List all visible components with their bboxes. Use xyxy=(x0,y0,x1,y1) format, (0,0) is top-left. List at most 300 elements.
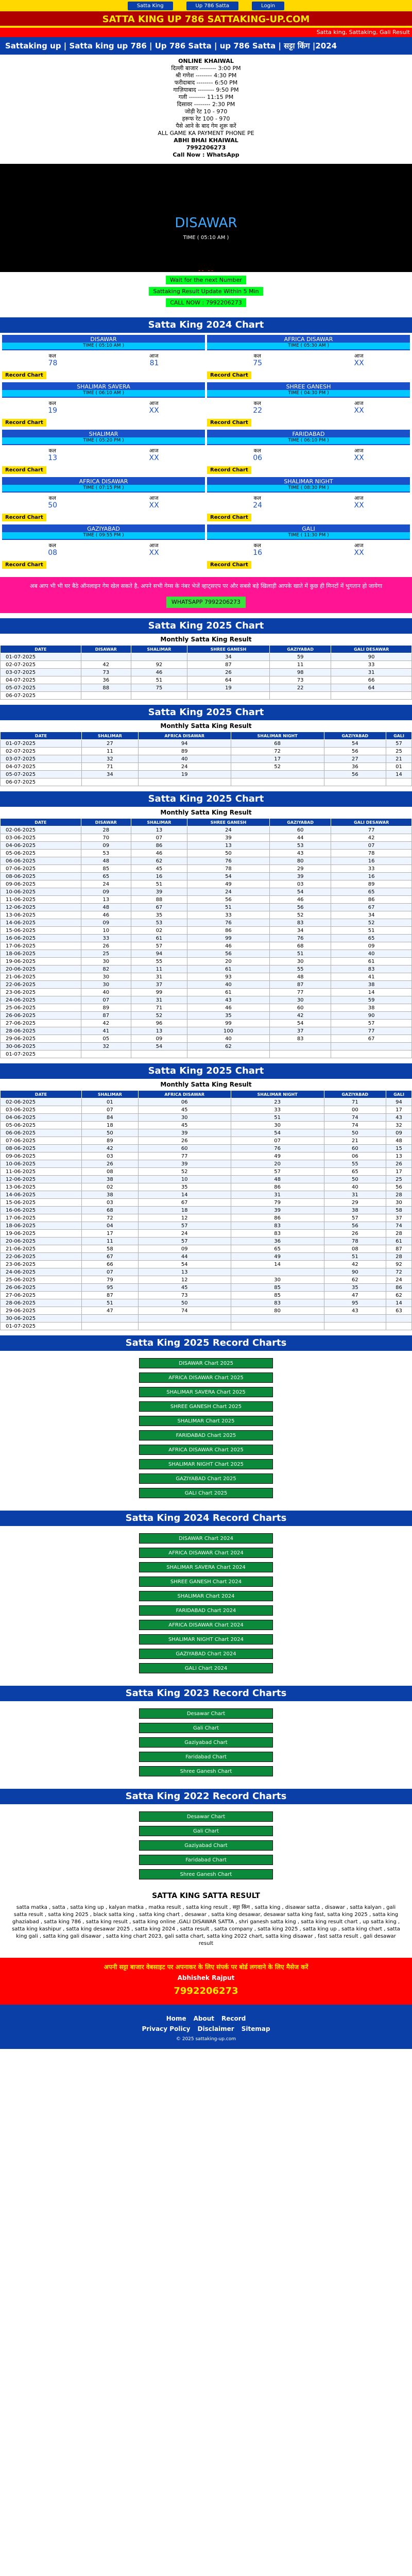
table-header-cell: GAZIYABAD xyxy=(324,732,386,740)
table-cell: 24 xyxy=(81,880,131,888)
record-chart-link[interactable]: GAZIYABAD Chart 2025 xyxy=(139,1473,273,1484)
table-cell: 30 xyxy=(386,1199,412,1207)
table-cell: 79 xyxy=(81,1276,138,1284)
game-name: GAZIYABAD xyxy=(87,526,120,532)
chart-2025-title: Satta King 2025 Chart xyxy=(0,1063,412,1079)
table-cell: 48 xyxy=(386,1137,412,1145)
table-cell: 05 xyxy=(81,1035,131,1043)
table-cell: 55 xyxy=(131,958,187,965)
table-row xyxy=(1,888,412,896)
table-row xyxy=(1,1153,412,1160)
table-cell: 64 xyxy=(331,684,412,692)
contact-line: श्री गणेश -------- 4:30 PM xyxy=(175,72,237,79)
game-header xyxy=(207,335,410,350)
table-cell: 54 xyxy=(138,1261,231,1268)
table-row xyxy=(1,981,412,989)
table-cell: 03 xyxy=(81,1199,138,1207)
table-cell: 34 xyxy=(331,911,412,919)
nav-up786[interactable]: Up 786 Satta xyxy=(186,2,239,10)
table-row xyxy=(1,684,412,692)
table-cell: 93 xyxy=(187,973,269,981)
table-cell: 18 xyxy=(81,1122,138,1129)
result-section xyxy=(0,1887,412,1953)
game-name: DISAWAR xyxy=(90,336,117,343)
record-chart-link[interactable]: GAZIYABAD Chart 2024 xyxy=(139,1649,273,1659)
record-chart-button[interactable]: Record Chart xyxy=(2,371,46,379)
record-chart-link[interactable]: SHALIMAR Chart 2025 xyxy=(139,1416,273,1426)
table-cell: 35 xyxy=(138,1183,231,1191)
table-cell: 63 xyxy=(386,1307,412,1315)
table-cell: 05-07-2025 xyxy=(1,771,82,778)
record-chart-link[interactable]: SHALIMAR SAVERA Chart 2024 xyxy=(139,1562,273,1572)
footer xyxy=(0,2005,412,2049)
game-header xyxy=(2,382,205,398)
record-chart-link[interactable]: GALI Chart 2024 xyxy=(139,1663,273,1673)
chart-2025-title: Satta King 2025 Chart xyxy=(0,705,412,720)
table-cell xyxy=(187,1050,269,1058)
game-day-labels xyxy=(2,540,205,549)
table-row xyxy=(1,1012,412,1020)
table-row xyxy=(1,973,412,981)
record-links-2023 xyxy=(0,1701,412,1784)
table-row xyxy=(1,865,412,873)
table-cell: 80 xyxy=(231,1307,324,1315)
table-cell: 72 xyxy=(81,1214,138,1222)
chart-block-1 xyxy=(0,618,412,700)
table-cell: 50 xyxy=(187,850,269,857)
table-cell: 11-06-2025 xyxy=(1,896,81,904)
table-row xyxy=(1,896,412,904)
copyright: © 2025 sattaking-up.com xyxy=(176,2037,236,2042)
table-header-cell: SHREE GANESH xyxy=(187,819,269,826)
footer-record[interactable]: Record xyxy=(221,2015,246,2022)
table-cell: 52 xyxy=(331,919,412,927)
table-row xyxy=(1,1253,412,1261)
record-chart-link[interactable]: DISAWAR Chart 2024 xyxy=(139,1533,273,1544)
table-cell: 06-06-2025 xyxy=(1,1129,82,1137)
table-cell: 32 xyxy=(81,755,138,763)
game-card xyxy=(206,477,411,524)
table-cell: 03-06-2025 xyxy=(1,1106,82,1114)
table-cell: 40 xyxy=(187,1035,269,1043)
table-cell: 57 xyxy=(131,942,187,950)
game-day-labels xyxy=(2,398,205,406)
table-cell: 17 xyxy=(231,755,324,763)
yesterday-label: कल xyxy=(253,496,261,501)
game-header xyxy=(2,335,205,350)
table-cell: 51 xyxy=(331,927,412,935)
table-cell: 21-06-2025 xyxy=(1,1245,82,1253)
table-cell: 33 xyxy=(331,661,412,669)
record-chart-button[interactable]: Record Chart xyxy=(207,561,251,569)
table-cell: 54 xyxy=(324,740,386,748)
table-cell xyxy=(138,1315,231,1323)
table-cell: 09-06-2025 xyxy=(1,880,81,888)
table-cell: 13 xyxy=(131,1027,187,1035)
table-cell: 39 xyxy=(187,834,269,842)
game-grid xyxy=(0,333,412,572)
table-cell: 06-06-2025 xyxy=(1,857,81,865)
table-cell: 34 xyxy=(187,653,269,661)
table-cell: 84 xyxy=(81,1114,138,1122)
yesterday-result: 06 xyxy=(253,454,263,462)
table-cell: 12-06-2025 xyxy=(1,904,81,911)
record-chart-link[interactable]: Desawar Chart xyxy=(139,1811,273,1822)
table-cell: 61 xyxy=(187,989,269,996)
contact-phone: 7992206273 xyxy=(186,144,226,151)
table-cell: 78 xyxy=(324,1238,386,1245)
game-name: GALI xyxy=(302,526,315,532)
record-chart-link[interactable]: DISAWAR Chart 2025 xyxy=(139,1358,273,1368)
table-cell: 02-06-2025 xyxy=(1,826,81,834)
table-row xyxy=(1,1315,412,1323)
table-cell: 74 xyxy=(386,1222,412,1230)
table-header-cell: SHALIMAR xyxy=(81,732,138,740)
table-row xyxy=(1,1098,412,1106)
table-row xyxy=(1,1129,412,1137)
table-cell: 21 xyxy=(324,1137,386,1145)
yesterday-label: कल xyxy=(253,543,261,549)
table-cell: 18-06-2025 xyxy=(1,1222,82,1230)
table-cell xyxy=(386,1323,412,1330)
table-cell: 90 xyxy=(324,1268,386,1276)
game-results xyxy=(207,454,410,464)
table-row xyxy=(1,873,412,880)
game-card xyxy=(1,524,206,572)
footer-home[interactable]: Home xyxy=(166,2015,186,2022)
table-cell: 30 xyxy=(270,996,331,1004)
table-cell: 51 xyxy=(131,880,187,888)
table-header-cell: SHALIMAR xyxy=(131,819,187,826)
owner-phone[interactable]: 7992206273 xyxy=(174,1986,238,1996)
table-cell: 17-06-2025 xyxy=(1,1214,82,1222)
table-cell: 07 xyxy=(331,842,412,850)
game-card xyxy=(206,335,411,382)
game-card xyxy=(1,335,206,382)
table-row xyxy=(1,1145,412,1153)
table-cell: 65 xyxy=(81,873,131,880)
game-time: TIME ( 04:30 PM ) xyxy=(207,390,410,397)
table-cell: 58 xyxy=(386,1207,412,1214)
table-cell: 25 xyxy=(81,950,131,958)
table-cell: 73 xyxy=(270,676,331,684)
table-cell: 09 xyxy=(81,919,131,927)
table-row xyxy=(1,1261,412,1268)
record-chart-button[interactable]: Record Chart xyxy=(2,561,46,569)
table-header-cell: GALI xyxy=(386,732,412,740)
table-header-cell: SHALIMAR xyxy=(81,1091,138,1098)
table-cell: 24-06-2025 xyxy=(1,1268,82,1276)
live-result-panel xyxy=(0,164,412,272)
record-chart-link[interactable]: Gaziyabad Chart xyxy=(139,1840,273,1851)
table-cell: 23-06-2025 xyxy=(1,1261,82,1268)
table-cell: 59 xyxy=(331,996,412,1004)
record-chart-button[interactable]: Record Chart xyxy=(207,514,251,521)
notes xyxy=(0,272,412,312)
call-note[interactable]: CALL NOW : 7992206273 xyxy=(166,298,246,307)
record-chart-link[interactable]: SHREE GANESH Chart 2024 xyxy=(139,1577,273,1587)
game-card xyxy=(1,430,206,477)
table-row xyxy=(1,942,412,950)
table-cell: 33 xyxy=(231,1106,324,1114)
table-cell: 42 xyxy=(331,834,412,842)
table-cell: 26 xyxy=(81,1160,138,1168)
table-row xyxy=(1,669,412,676)
live-result-dash: -- -- xyxy=(198,267,215,274)
footer-about[interactable]: About xyxy=(193,2015,215,2022)
record-chart-button[interactable]: Record Chart xyxy=(2,514,46,521)
game-name: SHREE GANESH xyxy=(286,383,331,390)
game-day-labels xyxy=(207,493,410,501)
table-row xyxy=(1,842,412,850)
table-cell: 04-07-2025 xyxy=(1,763,82,771)
record-chart-link[interactable]: Faridabad Chart xyxy=(139,1752,273,1762)
nav-login[interactable]: Login xyxy=(252,2,284,10)
table-cell: 16 xyxy=(131,873,187,880)
table-row xyxy=(1,1299,412,1307)
record-chart-button[interactable]: Record Chart xyxy=(2,466,46,474)
table-cell: 09 xyxy=(386,1129,412,1137)
record-chart-link[interactable]: Shree Ganesh Chart xyxy=(139,1766,273,1776)
footer-sitemap[interactable]: Sitemap xyxy=(241,2025,270,2032)
table-cell: 01-07-2025 xyxy=(1,653,81,661)
record-chart-button[interactable]: Record Chart xyxy=(207,371,251,379)
game-time: TIME ( 05:10 AM ) xyxy=(2,343,205,349)
footer-privacy[interactable]: Privacy Policy xyxy=(142,2025,191,2032)
table-cell: 57 xyxy=(331,1020,412,1027)
record-chart-link[interactable]: Faridabad Chart xyxy=(139,1855,273,1865)
table-cell: 01-07-2025 xyxy=(1,1050,81,1058)
table-cell: 67 xyxy=(131,904,187,911)
table-cell: 51 xyxy=(270,950,331,958)
table-row xyxy=(1,1137,412,1145)
table-cell: 10 xyxy=(138,1176,231,1183)
table-cell xyxy=(231,1315,324,1323)
table-cell: 09 xyxy=(81,842,131,850)
table-cell: 71 xyxy=(324,1098,386,1106)
today-label: आज xyxy=(354,543,364,549)
table-cell: 65 xyxy=(324,1168,386,1176)
table-cell: 71 xyxy=(81,763,138,771)
table-cell: 56 xyxy=(187,950,269,958)
table-cell: 45 xyxy=(138,1122,231,1129)
table-cell: 12 xyxy=(138,1214,231,1222)
table-cell: 54 xyxy=(187,873,269,880)
result-heading: SATTA KING SATTA RESULT xyxy=(152,1892,260,1900)
record-chart-link[interactable]: Gali Chart xyxy=(139,1826,273,1836)
record-chart-button[interactable]: Record Chart xyxy=(2,419,46,427)
table-cell: 37 xyxy=(131,981,187,989)
record-chart-link[interactable]: Gaziyabad Chart xyxy=(139,1737,273,1748)
game-results xyxy=(2,501,205,511)
table-cell: 01 xyxy=(386,763,412,771)
table-cell: 36 xyxy=(324,763,386,771)
table-row xyxy=(1,1207,412,1214)
marquee-text: Satta king, Sattaking, Gali Result xyxy=(0,28,412,37)
table-header-cell: GALI xyxy=(386,1091,412,1098)
chart-2025-title: Satta King 2025 Chart xyxy=(0,791,412,807)
table-cell: 26-06-2025 xyxy=(1,1284,82,1292)
table-cell: 44 xyxy=(138,1253,231,1261)
table-cell: 52 xyxy=(231,763,324,771)
table-cell xyxy=(231,778,324,786)
table-cell: 35 xyxy=(187,1012,269,1020)
site-title: SATTA KING UP 786 SATTAKING-UP.COM xyxy=(0,11,412,28)
record-chart-link[interactable]: AFRICA DISAWAR Chart 2025 xyxy=(139,1372,273,1383)
game-name: SHALIMAR NIGHT xyxy=(284,478,333,485)
today-result: XX xyxy=(149,501,159,510)
table-cell: 39 xyxy=(231,1207,324,1214)
table-cell: 09 xyxy=(331,942,412,950)
table-cell xyxy=(81,1315,138,1323)
table-cell: 68 xyxy=(231,740,324,748)
table-cell: 52 xyxy=(131,1012,187,1020)
table-cell: 64 xyxy=(187,676,269,684)
table-cell: 74 xyxy=(324,1122,386,1129)
table-cell: 92 xyxy=(131,661,187,669)
today-result: XX xyxy=(354,501,364,510)
game-day-labels xyxy=(207,445,410,454)
monthly-subtitle: Monthly Satta King Result xyxy=(160,636,252,643)
table-cell: 10-06-2025 xyxy=(1,888,81,896)
yesterday-result: 78 xyxy=(48,359,58,367)
table-cell: 94 xyxy=(138,740,231,748)
chart-block-4 xyxy=(0,1063,412,1330)
table-cell: 18 xyxy=(138,1207,231,1214)
table-cell: 28-06-2025 xyxy=(1,1027,81,1035)
record-chart-link[interactable]: SHALIMAR SAVERA Chart 2025 xyxy=(139,1387,273,1397)
game-day-labels xyxy=(2,493,205,501)
table-cell: 83 xyxy=(270,1035,331,1043)
table-cell: 39 xyxy=(131,888,187,896)
table-header-cell: SHALIMAR xyxy=(131,646,187,653)
table-cell: 08 xyxy=(81,1168,138,1176)
table-cell: 29 xyxy=(324,1199,386,1207)
record-chart-link[interactable]: Shree Ganesh Chart xyxy=(139,1869,273,1879)
table-cell: 35 xyxy=(131,911,187,919)
table-header-cell: DATE xyxy=(1,1091,82,1098)
record-chart-link[interactable]: AFRICA DISAWAR Chart 2024 xyxy=(139,1548,273,1558)
table-cell: 83 xyxy=(231,1230,324,1238)
chart-2024-title: Satta King 2024 Chart xyxy=(0,317,412,333)
table-cell: 45 xyxy=(138,1284,231,1292)
table-cell: 30 xyxy=(138,1114,231,1122)
table-cell: 76 xyxy=(187,857,269,865)
yesterday-result: 75 xyxy=(253,359,263,367)
table-cell: 15-06-2025 xyxy=(1,927,81,935)
record-chart-link[interactable]: SHALIMAR NIGHT Chart 2024 xyxy=(139,1634,273,1645)
table-cell: 89 xyxy=(331,880,412,888)
table-cell: 14-06-2025 xyxy=(1,1191,82,1199)
record-chart-link[interactable]: FARIDABAD Chart 2024 xyxy=(139,1605,273,1616)
table-cell: 50 xyxy=(81,1129,138,1137)
yesterday-result: 19 xyxy=(48,406,58,415)
record-chart-link[interactable]: AFRICA DISAWAR Chart 2025 xyxy=(139,1445,273,1455)
record-chart-link[interactable]: AFRICA DISAWAR Chart 2024 xyxy=(139,1620,273,1630)
owner-name: Abhishek Rajput xyxy=(177,1974,235,1981)
table-cell: 33 xyxy=(81,935,131,942)
table-cell: 60 xyxy=(270,1004,331,1012)
table-cell: 03-07-2025 xyxy=(1,669,81,676)
record-chart-link[interactable]: SHALIMAR Chart 2024 xyxy=(139,1591,273,1601)
record-chart-link[interactable]: GALI Chart 2025 xyxy=(139,1488,273,1498)
table-cell: 77 xyxy=(331,1027,412,1035)
table-row xyxy=(1,880,412,888)
table-cell: 13 xyxy=(386,1153,412,1160)
table-cell: 72 xyxy=(386,1268,412,1276)
table-cell xyxy=(131,653,187,661)
record-chart-link[interactable]: SHALIMAR NIGHT Chart 2025 xyxy=(139,1459,273,1469)
table-cell: 30 xyxy=(231,1276,324,1284)
table-row xyxy=(1,1168,412,1176)
record-chart-link[interactable]: SHREE GANESH Chart 2025 xyxy=(139,1401,273,1412)
table-cell: 30-06-2025 xyxy=(1,1315,82,1323)
table-header-cell: SHALIMAR NIGHT xyxy=(231,1091,324,1098)
record-chart-button[interactable]: Record Chart xyxy=(207,419,251,427)
whatsapp-button[interactable]: WHATSAPP 7992206273 xyxy=(166,597,246,608)
table-cell xyxy=(270,1050,331,1058)
record-chart-link[interactable]: Gali Chart xyxy=(139,1723,273,1733)
table-row xyxy=(1,958,412,965)
table-cell xyxy=(187,692,269,700)
game-name: SHALIMAR SAVERA xyxy=(77,383,130,390)
table-header-row xyxy=(1,1091,412,1098)
table-cell: 43 xyxy=(386,1114,412,1122)
table-cell: 24 xyxy=(138,763,231,771)
table-cell: 44 xyxy=(270,834,331,842)
today-result: XX xyxy=(149,406,159,415)
live-game-name: DISAWAR xyxy=(175,215,237,231)
table-cell: 68 xyxy=(81,1207,138,1214)
footer-disclaimer[interactable]: Disclaimer xyxy=(197,2025,234,2032)
table-cell: 51 xyxy=(81,1299,138,1307)
table-cell xyxy=(81,778,138,786)
table-row xyxy=(1,1268,412,1276)
table-cell: 01 xyxy=(81,1098,138,1106)
yesterday-label: कल xyxy=(48,401,56,406)
game-results xyxy=(207,549,410,558)
table-row xyxy=(1,1214,412,1222)
table-cell: 28 xyxy=(386,1230,412,1238)
nav-satta-king[interactable]: Satta King xyxy=(128,2,173,10)
table-cell: 86 xyxy=(231,1183,324,1191)
table-cell: 04-06-2025 xyxy=(1,1114,82,1122)
table-cell: 45 xyxy=(138,1106,231,1114)
table-row xyxy=(1,1183,412,1191)
owner-text: अपनी सट्टा बाजार वेबसाइट पर अपनाकर के लिए संपर्क पर बोर्ड लगवाने के लिए मैसेज करें xyxy=(104,1963,308,1971)
table-cell: 86 xyxy=(187,927,269,935)
table-cell: 85 xyxy=(81,865,131,873)
table-cell: 06-07-2025 xyxy=(1,692,81,700)
record-chart-link[interactable]: FARIDABAD Chart 2025 xyxy=(139,1430,273,1440)
table-cell: 09 xyxy=(81,888,131,896)
call-now-link[interactable]: Call Now : WhatsApp xyxy=(173,151,239,158)
table-cell xyxy=(131,1050,187,1058)
table-row xyxy=(1,857,412,865)
table-cell: 28 xyxy=(386,1191,412,1199)
table-cell xyxy=(331,1043,412,1050)
record-chart-button[interactable]: Record Chart xyxy=(207,466,251,474)
table-cell: 02 xyxy=(81,1183,138,1191)
table-cell: 01-07-2025 xyxy=(1,1323,82,1330)
record-chart-link[interactable]: Desawar Chart xyxy=(139,1708,273,1719)
yesterday-result: 13 xyxy=(48,454,58,462)
table-cell: 77 xyxy=(138,1153,231,1160)
game-card xyxy=(1,477,206,524)
table-cell: 57 xyxy=(386,740,412,748)
table-row xyxy=(1,1106,412,1114)
game-day-labels xyxy=(2,350,205,359)
